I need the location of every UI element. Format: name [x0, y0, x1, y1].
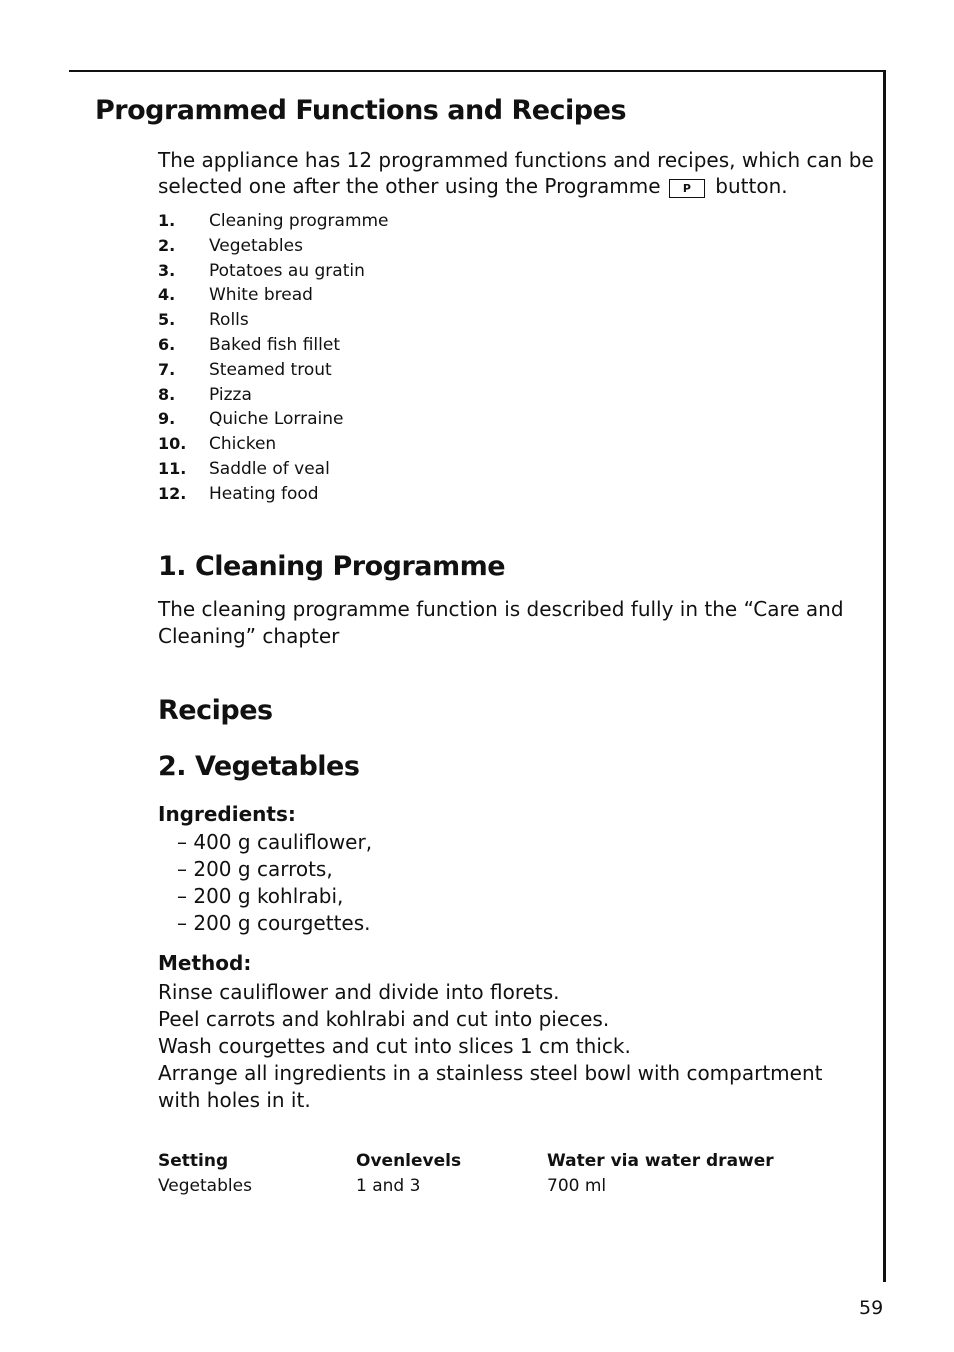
right-margin-rule — [883, 70, 886, 1282]
method-step: Peel carrots and kohlrabi and cut into pieces. — [158, 1007, 610, 1031]
programme-item — [158, 482, 389, 507]
programme-name: Steamed trout — [209, 359, 332, 380]
ingredient-item: – 200 g kohlrabi, — [177, 884, 344, 908]
vegetables-heading: 2. Vegetables — [158, 751, 360, 782]
programme-name: Vegetables — [209, 235, 303, 256]
method-steps — [158, 979, 868, 1114]
programme-name: Heating food — [209, 483, 319, 504]
programme-item — [158, 209, 389, 234]
programme-name: Pizza — [209, 384, 252, 405]
programme-item — [158, 383, 389, 408]
programme-item — [158, 259, 389, 284]
programme-list — [158, 209, 389, 507]
programme-name: Cleaning programme — [209, 211, 389, 231]
page-number: 59 — [859, 1297, 884, 1319]
programme-key-icon: P — [669, 179, 705, 198]
programme-name: White bread — [209, 285, 313, 306]
intro-text: The appliance has 12 programmed functions and recipes, which can be selected one after the other using the Programme — [158, 148, 874, 198]
programme-name: Chicken — [209, 434, 277, 455]
programme-number: 12. — [158, 483, 187, 503]
method-label: Method: — [158, 951, 252, 975]
programme-number: 3. — [158, 260, 176, 280]
method-step: Arrange all ingredients in a stainless steel bowl with compartment with holes in it. — [158, 1061, 823, 1112]
programme-name: Potatoes au gratin — [209, 260, 365, 281]
programme-number: 1. — [158, 211, 176, 230]
programme-number: 8. — [158, 384, 176, 404]
programme-name: Saddle of veal — [209, 458, 330, 479]
programme-item — [158, 457, 389, 482]
programme-name: Baked fish fillet — [209, 334, 340, 355]
ingredients-label: Ingredients: — [158, 802, 296, 826]
header-ovenlevels: Ovenlevels — [356, 1151, 462, 1171]
programme-number: 9. — [158, 409, 176, 429]
programme-item — [158, 234, 389, 259]
programme-item — [158, 333, 389, 358]
programme-number: 11. — [158, 458, 187, 478]
programme-item — [158, 358, 389, 383]
cleaning-heading: 1. Cleaning Programme — [158, 551, 506, 582]
method-step: Wash courgettes and cut into slices 1 cm thick. — [158, 1034, 631, 1058]
programme-item — [158, 283, 389, 308]
programme-name: Quiche Lorraine — [209, 409, 344, 430]
programme-number: 10. — [158, 434, 187, 454]
cell-water: 700 ml — [547, 1176, 607, 1196]
programme-number: 5. — [158, 310, 176, 330]
cleaning-description: The cleaning programme function is described fully in the “Care and Cleaning” chapter — [158, 597, 844, 648]
cell-ovenlevels: 1 and 3 — [356, 1176, 421, 1196]
top-rule — [69, 70, 886, 72]
intro-paragraph — [158, 147, 878, 199]
cell-setting: Vegetables — [158, 1176, 252, 1196]
programme-item — [158, 432, 389, 457]
programme-number: 2. — [158, 235, 176, 255]
programme-item — [158, 407, 389, 432]
recipes-heading: Recipes — [158, 695, 273, 726]
header-setting: Setting — [158, 1151, 229, 1171]
intro-text-end: button. — [715, 174, 788, 198]
page-title: Programmed Functions and Recipes — [95, 95, 627, 126]
programme-item — [158, 308, 389, 333]
ingredient-item: – 400 g cauliflower, — [177, 830, 373, 854]
programme-number: 7. — [158, 359, 176, 379]
ingredients-list — [177, 829, 372, 937]
programme-number: 6. — [158, 334, 176, 354]
programme-number: 4. — [158, 285, 176, 305]
ingredient-item: – 200 g courgettes. — [177, 911, 371, 935]
programme-name: Rolls — [209, 310, 249, 331]
ingredient-item: – 200 g carrots, — [177, 857, 333, 881]
header-water: Water via water drawer — [547, 1151, 774, 1171]
method-step: Rinse cauliflower and divide into florets. — [158, 980, 560, 1004]
